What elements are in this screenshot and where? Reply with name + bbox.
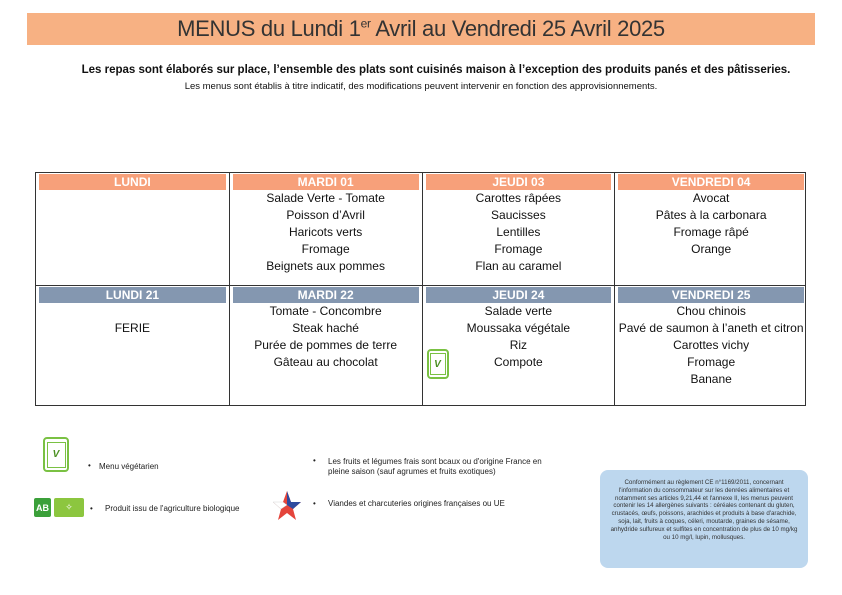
- eu-organic-leaf-icon: ✧: [54, 498, 84, 517]
- menu-item: Chou chinois: [676, 304, 746, 318]
- menu-item: Riz: [509, 338, 528, 352]
- menu-item: Purée de pommes de terre: [254, 338, 397, 352]
- menu-item: Fromage: [301, 242, 350, 256]
- bullet-icon: •: [90, 504, 93, 513]
- menu-item: Haricots verts: [288, 225, 363, 239]
- vegetarian-badge-icon: [427, 349, 449, 379]
- legend-fruits: Les fruits et légumes frais sont bcaux ou d'origine France en pleine saison (sauf agrumes et fruits exotiques): [328, 457, 542, 476]
- menu-items: [230, 190, 422, 275]
- menu-item: Orange: [691, 242, 732, 256]
- menu-item: Avocat: [692, 191, 730, 205]
- menu-item: Pâtes à la carbonara: [655, 208, 767, 222]
- vegetarian-badge-letter: V: [430, 353, 446, 375]
- day-column: [36, 173, 229, 285]
- menu-item: Compote: [494, 355, 543, 369]
- menu-item: [36, 303, 229, 320]
- viandes-de-france-logo-icon: [272, 490, 302, 522]
- day-header: JEUDI 03: [426, 174, 612, 190]
- day-column: [614, 286, 807, 405]
- menu-item: Poisson d’Avril: [286, 208, 365, 222]
- day-column: [614, 173, 807, 285]
- day-header: MARDI 01: [233, 174, 419, 190]
- page-title: MENUS du Lundi 1er Avril au Vendredi 25 Avril 2025: [177, 16, 665, 41]
- menu-item: Flan au caramel: [475, 259, 562, 273]
- menu-item: Beignets aux pommes: [266, 259, 385, 273]
- day-column: [229, 286, 422, 405]
- day-header: JEUDI 24: [426, 287, 612, 303]
- menu-item: Fromage: [687, 355, 736, 369]
- menu-items: [36, 303, 229, 337]
- day-header: VENDREDI 04: [618, 174, 804, 190]
- menu-item: Tomate - Concombre: [269, 304, 382, 318]
- organic-ab-logo-icon: AB: [34, 498, 51, 517]
- legend-meats: Viandes et charcuteries origines françaises ou UE: [328, 499, 505, 508]
- day-header: MARDI 22: [233, 287, 419, 303]
- subtitle-note: Les menus sont établis à titre indicatif, des modifications peuvent intervenir en fonction des approvisionnements.: [184, 81, 658, 92]
- menu-item: Steak haché: [292, 321, 359, 335]
- day-column: [36, 286, 229, 405]
- week-2-table: [35, 286, 806, 406]
- menu-item: Salade verte: [484, 304, 553, 318]
- menu-item: Fromage: [494, 242, 543, 256]
- menu-item: Gâteau au chocolat: [273, 355, 378, 369]
- menu-item: Pavé de saumon à l’aneth et citron: [618, 321, 804, 335]
- legend-vegetarian: Menu végétarien: [99, 462, 159, 471]
- menu-items: [615, 190, 807, 258]
- menu-items: [423, 303, 615, 371]
- menu-item: Carottes vichy: [673, 338, 750, 352]
- menu-item: Saucisses: [491, 208, 546, 222]
- menu-item: Banane: [690, 372, 732, 386]
- day-header: LUNDI: [39, 174, 226, 190]
- bullet-icon: •: [313, 499, 316, 508]
- bullet-icon: •: [88, 461, 91, 470]
- menu-items: [423, 190, 615, 275]
- menu-item: Fromage râpé: [673, 225, 749, 239]
- menu-items: [230, 303, 422, 371]
- menu-item: FERIE: [114, 321, 151, 335]
- day-header: VENDREDI 25: [618, 287, 804, 303]
- week-1-table: [35, 172, 806, 286]
- day-header: LUNDI 21: [39, 287, 226, 303]
- title-bar: [27, 13, 815, 45]
- menu-item: Carottes râpées: [475, 191, 562, 205]
- menu-item: Salade Verte - Tomate: [266, 191, 385, 205]
- menu-item: Moussaka végétale: [466, 321, 571, 335]
- legend-organic: Produit issu de l'agriculture biologique: [105, 504, 240, 513]
- menu-item: Lentilles: [496, 225, 541, 239]
- day-column: [229, 173, 422, 285]
- day-column: [422, 286, 615, 405]
- bullet-icon: •: [313, 456, 316, 465]
- allergen-info-box: Conformément au règlement CE n°1169/2011, concernant l'information du consommateur sur les denrées alimentaires et notamment ses articles 9,21,44 et l'annexe II, les menus peuvent contenir les 14 allergènes suivants : céréales contenant du gluten, crustacés, œufs, poissons, arachides et produits à base d'arachide, soja, lait, fruits à coques, céleri, moutarde, graines de sésame, anhydride sulfureux et sulfites en concentration de plus de 10 mg/kg ou 10 mg/l, lupin, mollusques.: [600, 470, 808, 568]
- subtitle-bold: Les repas sont élaborés sur place, l’ensemble des plats sont cuisinés maison à l’exception des produits panés et des pâtisseries.: [81, 64, 791, 76]
- vegetarian-legend-letter: V: [47, 442, 66, 468]
- menu-items: [615, 303, 807, 388]
- day-column: [422, 173, 615, 285]
- vegetarian-legend-icon: [43, 437, 69, 472]
